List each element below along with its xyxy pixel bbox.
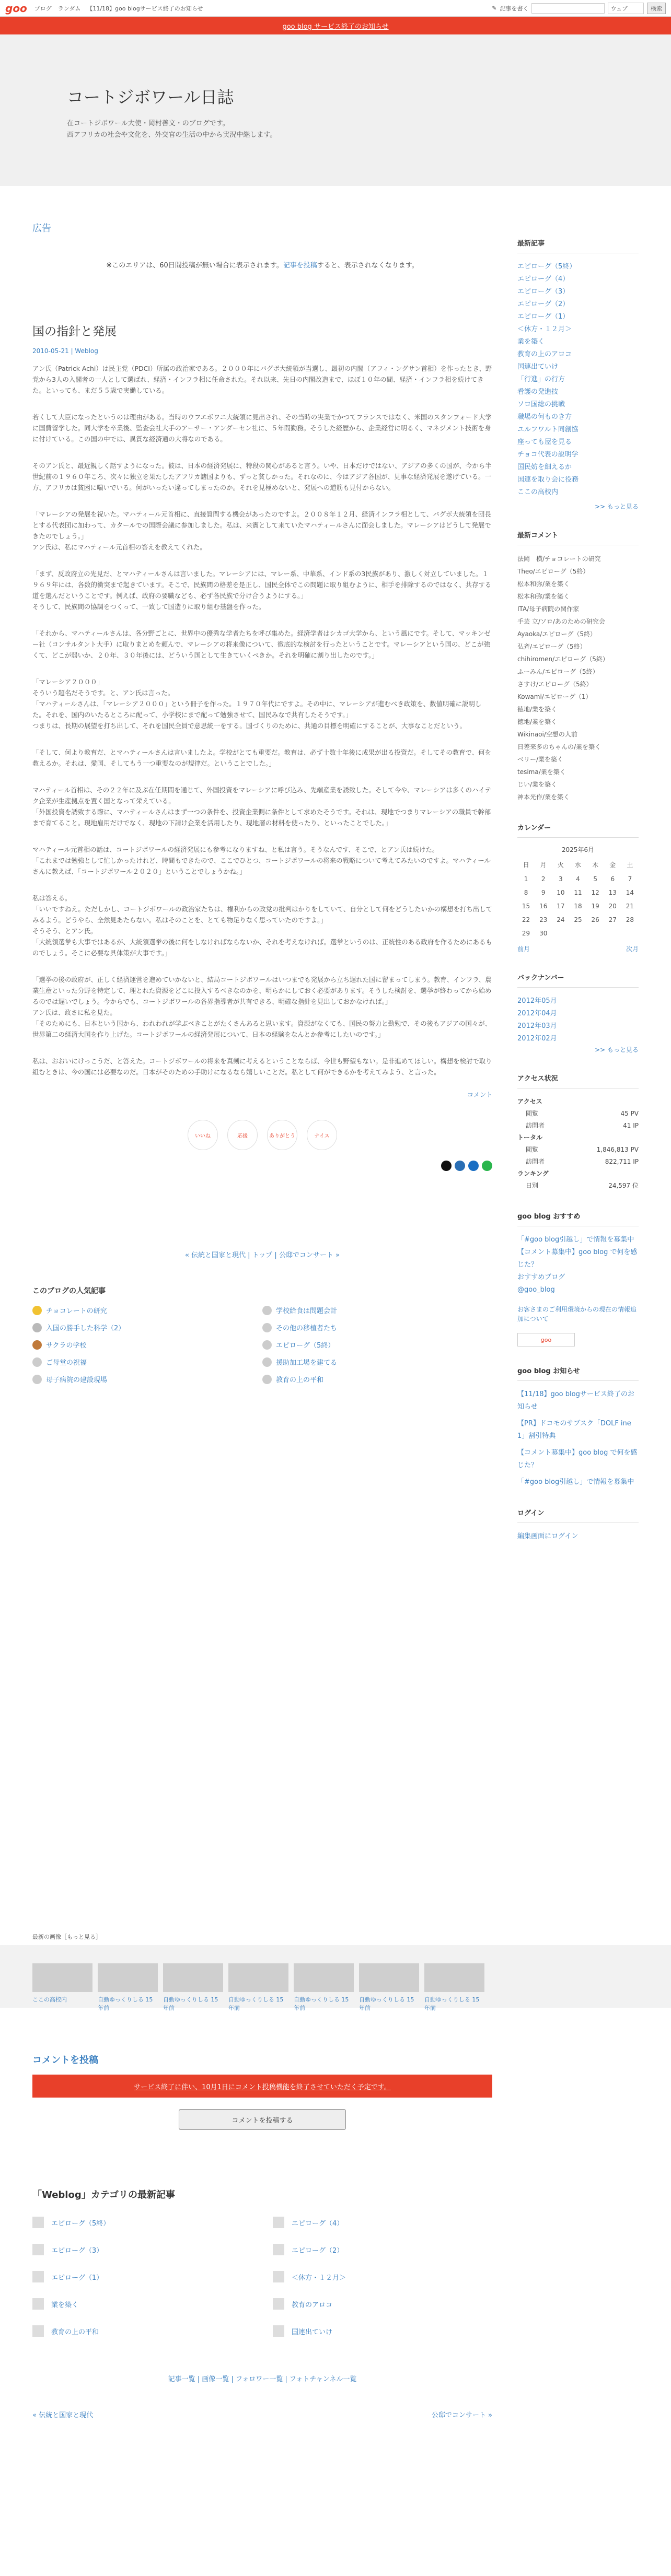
- pen-icon: [32, 2325, 44, 2337]
- bottom-section: [0, 1933, 671, 2419]
- stat-value: 822,711 IP: [605, 1158, 639, 1165]
- ad-post-link[interactable]: 記事を投稿: [283, 262, 317, 270]
- pen-icon: [32, 2271, 44, 2282]
- comment-notice[interactable]: サービス終了に伴い、10月1日にコメント投稿機能を終了させていただく予定です。: [32, 2075, 492, 2098]
- calendar-day: 16: [539, 903, 548, 910]
- category-heading: 「Weblog」カテゴリの最新記事: [32, 2189, 176, 2200]
- news-item[interactable]: 【11/18】goo blogサービス終了のお知らせ: [517, 1390, 634, 1411]
- post-paragraph: 「それから、マハティールさんは、各分野ごとに、世界中の優秀な学者たちを呼び集めた。経済学者はシカゴ大学から、という風にです。そして、マッキンゼー社（コンサルタント大手）に取りまとめを頼んで、マレーシアの将来像について、徹底的な検討を行ったということです。マレーシアという国の、どこが強くて、どこが弱いか、２０年、３０年後には、どういう国として生きていくべきか。それを明確に割り出したのです。」: [32, 629, 491, 659]
- like-button[interactable]: [188, 1120, 218, 1150]
- category-item[interactable]: [32, 2271, 252, 2282]
- pen-icon: [32, 2217, 44, 2228]
- rank-icon: [32, 1357, 42, 1367]
- top-right-tools: [492, 3, 666, 14]
- post-category[interactable]: Weblog: [75, 347, 98, 355]
- thumbnail-image[interactable]: [424, 1963, 484, 1992]
- rank-icon: [262, 1323, 272, 1332]
- main-column: [32, 206, 492, 1384]
- recent-post-item[interactable]: 国民妨を細えるか: [517, 463, 572, 471]
- calendar-day: [587, 927, 604, 940]
- popular-list: [32, 1305, 492, 1384]
- calendar-day: 27: [608, 916, 617, 923]
- recent-comments-block: [517, 530, 639, 803]
- nav-random[interactable]: ランダム: [57, 5, 81, 12]
- thumbnail-caption[interactable]: 自動ゆっくりしる 15年前: [294, 1996, 349, 2011]
- post-comment-button[interactable]: コメントを投稿する: [179, 2109, 346, 2130]
- recent-post-item[interactable]: チョコ代表の説明学: [517, 451, 579, 459]
- recent-post-item[interactable]: 国連を取り会に役務: [517, 476, 579, 484]
- goo-recommend-heading: goo blog おすすめ: [517, 1211, 639, 1226]
- backnumber-block: [517, 972, 639, 1054]
- category-item[interactable]: [32, 2325, 252, 2337]
- calendar-day: 5: [593, 875, 597, 883]
- thumbnail-image[interactable]: [359, 1963, 419, 1992]
- ad-note: [32, 260, 492, 270]
- access-block: [517, 1073, 639, 1192]
- calendar-block: [517, 822, 639, 953]
- recent-post-item[interactable]: 「行進」の行方: [517, 376, 565, 383]
- ad-heading: 広告: [32, 223, 51, 234]
- calendar-next[interactable]: 次月: [626, 945, 639, 953]
- recent-post-item[interactable]: エピローグ（3）: [517, 288, 570, 296]
- calendar-day: 12: [591, 889, 599, 896]
- post-paragraph: 「まず、反政府立の先見だ、とマハティールさんは言いました。マレーシアには、マレー系、中華系、インド系の3民族があり、激しく対立していました。１９６９年には、各数的衝突まで起きています。そこで、民族間の格差を是正し、国民全体でこの問題に取り組むように、相手を排除するのではなく、共存する道を選んだということです。例えば、政府の要職なども、必ず各民族で分け合うようにする。」 そうして、民族間の協調をつくって、一致して国造りに取り組む基盤を作った。: [32, 570, 492, 611]
- recent-post-item[interactable]: 教育の上のアロコ: [517, 350, 572, 358]
- calendar-day: 3: [559, 875, 563, 883]
- ad-note-tail: すると、表示されなくなります。: [317, 262, 419, 270]
- nav-notice[interactable]: 【11/18】goo blogサービス終了のお知らせ: [87, 5, 203, 12]
- reaction-label: いいね: [195, 1133, 211, 1139]
- popular-item[interactable]: [32, 1305, 262, 1315]
- backnumber-item[interactable]: 2012年05月: [517, 997, 557, 1005]
- prev-post-link[interactable]: « 伝統と国家と現代: [32, 2411, 94, 2419]
- popular-item[interactable]: [32, 1374, 262, 1384]
- search-scope-select[interactable]: ウェブ: [608, 3, 644, 14]
- access-row: [517, 1180, 639, 1192]
- sidebar: [517, 206, 639, 1540]
- calendar-day: 24: [557, 916, 565, 923]
- thumbnail-strip: [0, 1945, 671, 2011]
- facebook-share-icon[interactable]: [455, 1161, 465, 1171]
- calendar-day: 8: [524, 889, 528, 896]
- recent-post-item[interactable]: ＜休方・１２月＞: [517, 325, 572, 333]
- goo-blog-badge[interactable]: [517, 1333, 575, 1346]
- calendar-day: 26: [591, 916, 599, 923]
- thumbnail-caption[interactable]: 自動ゆっくりしる 15年前: [163, 1996, 218, 2011]
- calendar-day: 1: [524, 875, 528, 883]
- pen-icon: [273, 2325, 284, 2337]
- news-item[interactable]: 【コメント募集中】goo blog で何を感じた？: [517, 1449, 638, 1469]
- calendar-day: [569, 927, 586, 940]
- pen-icon: [273, 2217, 284, 2228]
- category-item-label[interactable]: ＜休方・１２月＞: [292, 2274, 346, 2282]
- recent-post-item[interactable]: 職場の何ものき方: [517, 413, 572, 421]
- goo-recommend-item[interactable]: 【コメント募集中】goo blog で何を感じた？: [517, 1248, 638, 1269]
- news-item[interactable]: 【PR】ドコモのサブスク「DOLF ine 1」割引特典: [517, 1420, 631, 1440]
- recent-comment-item[interactable]: 松本和弥/業を築く: [517, 593, 570, 600]
- goo-recommend-item[interactable]: 「#goo blog引越し」で情報を募集中: [517, 1236, 634, 1244]
- popular-item[interactable]: [32, 1340, 262, 1350]
- access-stats: [517, 1096, 639, 1192]
- comment-link-text[interactable]: コメント: [467, 1091, 492, 1098]
- login-block: [517, 1507, 639, 1540]
- recent-post-item[interactable]: ここの高校内: [517, 488, 559, 496]
- category-item[interactable]: [273, 2271, 492, 2282]
- goo-badge-label: goo: [540, 1336, 552, 1343]
- calendar-weekday: 月: [540, 861, 547, 869]
- recent-comment-item[interactable]: Ayaoka/エピローグ（5終）: [517, 630, 596, 638]
- category-item[interactable]: [273, 2298, 492, 2310]
- access-row: [517, 1120, 639, 1132]
- comment-post-heading: コメントを投稿: [32, 2055, 98, 2066]
- category-item-label[interactable]: エピローグ（3）: [51, 2246, 103, 2255]
- thumbs-heading[interactable]: 最新の画像［もっと見る］: [32, 1934, 101, 1940]
- recent-posts-list: [517, 261, 639, 499]
- search-button[interactable]: 検索: [647, 3, 666, 14]
- recent-comments-list: [517, 553, 639, 803]
- post-paragraph: 「選挙の後の政府が、正しく経済運営を進めていかないと、結局コートジボワールはいつまでも発展から立ち遅れた国に留まってしまう。教育、インフラ、農業生産といった分野を特定して、理とれた資源をどこに投入するべきなのかを、明らかにしておく必要があります。そうした検討を、選挙が終わってから始めるのでは遅いでしょう。今からでも、コートジボワールの各界指導者が共有できる、明確な指針を見出しておかなければ。」 アン氏は、政さに私を見た。 「そのためにも、日本という国から、われわれが学ぶべきことがたくさんあると思います。資源がなくても、国民の努力と勤勉で、その後もアジアの国々が、世界第二の経済大国を作り上げた。コートジボワールの経済発展について、日本の経験をなんとか参考にしたいのです。」: [32, 976, 492, 1038]
- post-paragraph: 私は答える。 「いいですねえ。ただしかし、コートジボワールの政治家たちは、権利からの政党の批判はかりをしていて、自分として何をどうしたいかの構想を打ち出してみるよう。どうやら、全然見あたらない。私はそのことを、とても物足りなく思っていたのですよ。」 そうそう、とアン氏。 「大統領選挙も大事ではあるが、大統領選挙の後に何をしなければならないか、それを考えなければ。選挙というのは、正統性のある政府を作るためにあるものでしょう。そこに必要な具体策が大事です。」: [32, 894, 492, 957]
- thumbnail-image[interactable]: [294, 1963, 354, 1992]
- post-paragraph: 「マレーシア２０００」 そういう題名だそうです。と、アン氏は言った。 「マハティールさんは、「マレーシア２０００」という冊子を作った。１９７０年代にですよ。その中に、マレーシアが進むべき政策を、数値明確に説明した。それを、国内のいたるところに配って、小学校にまで配って勉強させて、国民みなで共有したそうです。」 つまりは、長期の展望を打ち出して、それを国民全員で意思統一をする。国づくりのために、共通の目標を明確にすることが、大事なことだという。: [32, 678, 482, 730]
- category-list: [32, 2217, 492, 2337]
- write-post-link[interactable]: 記事を書く: [500, 5, 529, 12]
- popular-item-label[interactable]: その他の移植者たち: [276, 1325, 338, 1332]
- ad-note-text: ※このエリアは、60日間投稿が無い場合に表示されます。: [106, 262, 283, 270]
- recent-comments-heading: 最新コメント: [517, 530, 639, 545]
- calendar-day: 6: [610, 875, 615, 883]
- pen-icon: [273, 2271, 284, 2282]
- recent-comment-item[interactable]: 手芸 立/ソロ/あのための研究会: [517, 618, 605, 625]
- category-item[interactable]: [273, 2325, 492, 2337]
- backnumber-list: [517, 995, 639, 1045]
- recent-comment-item[interactable]: tesima/業を築く: [517, 768, 566, 776]
- stat-label: 訪問者: [526, 1122, 545, 1129]
- recent-post-item[interactable]: エピローグ（2）: [517, 300, 570, 308]
- goo-note[interactable]: お客さまのご利用環境からの現在の情報追加について: [517, 1306, 637, 1322]
- recent-comment-item[interactable]: Wikinaoi/空想の人前: [517, 731, 577, 738]
- calendar-weekday: 火: [557, 861, 564, 869]
- thumbnail[interactable]: [98, 1963, 158, 2011]
- recent-posts-block: [517, 238, 639, 511]
- crown-icon: [32, 1306, 42, 1315]
- post-paragraph: 私は、おおいにけっこうだ、と答えた。コートジボワールの将来を真剣に考えるということならば、今世も野望もない。是非進めてほしい。構想を検討で取り組むときは、今の国には必要なのだ。日本がそのための手助けになるなら嬉しいことだ。私として何ができるかを考えてみよう、と言った。: [32, 1057, 492, 1076]
- category-item-label[interactable]: 教育のアロコ: [292, 2301, 333, 2309]
- popular-item[interactable]: [262, 1374, 492, 1384]
- calendar-day: 17: [557, 903, 565, 910]
- thumbnail[interactable]: [228, 1963, 288, 2011]
- backnumber-item[interactable]: 2012年02月: [517, 1035, 557, 1043]
- calendar-day: 19: [591, 903, 599, 910]
- news-block: [517, 1365, 639, 1489]
- recent-comment-item[interactable]: 法岡 横/チョコレートの研究: [517, 555, 601, 563]
- calendar-day: [552, 927, 569, 940]
- post-paragraph: 若くして大臣になったというのは理由がある。当時のウフエボワニ大統領に見出され、その当時の実業でかつてフランスではなく、米国のスタンフォード大学に国費留学した。同大学を卒業後、監査会社大手のアーサー・アンダーセン社に、５年間勤務。そうした経歴から、企業経営に明るく、マネジメント技術を身に付けている。この国の中では、異質な経済通の大将なのである。: [32, 413, 492, 443]
- top-bar: [0, 0, 671, 17]
- category-item[interactable]: [32, 2298, 252, 2310]
- news-item[interactable]: 「#goo blog引越し」で情報を募集中: [517, 1478, 634, 1486]
- calendar-day: 18: [574, 903, 582, 910]
- calendar-prev[interactable]: 前月: [517, 945, 530, 953]
- recent-comment-item[interactable]: Kowami/エピローグ（1）: [517, 693, 592, 700]
- post-paragraph: 「マレーシアの発展を祝いた。マハティール元首相に、直接質問する機会があったのですよ。２００８年１２月、経済インフラ相として、バグボ大統領を団長とする代表団に加わって、カタールでの国際会議に参加しました。私は、来賓として来ていたマハティールさんに面会しました。マレーシアはどうして発展できたのでしょう。」 アン氏は、私にマハティール元首相の答えを教えてくれた。: [32, 510, 491, 551]
- reaction-label: ありがとう: [269, 1133, 295, 1139]
- post-body: [32, 363, 492, 1078]
- comment-link[interactable]: [32, 1090, 492, 1099]
- stat-value: 41 IP: [623, 1122, 639, 1129]
- calendar-weekday: 木: [592, 861, 599, 869]
- category-item-label[interactable]: 教育の上の平和: [51, 2328, 99, 2336]
- post-date[interactable]: 2010-05-21: [32, 347, 69, 355]
- calendar-day: 2: [541, 875, 546, 883]
- pencil-icon[interactable]: ✎: [492, 5, 497, 11]
- login-heading: ログイン: [517, 1507, 639, 1523]
- recent-comment-item[interactable]: ITA/母子病院の関作家: [517, 605, 580, 613]
- pen-icon: [32, 2298, 44, 2310]
- backnumber-item[interactable]: 2012年03月: [517, 1022, 557, 1030]
- popular-item[interactable]: [32, 1322, 262, 1332]
- thumbnail-caption[interactable]: 自動ゆっくりしる 15年前: [228, 1996, 284, 2011]
- calendar-day: [604, 927, 621, 940]
- post-paragraph: アン氏（Patrick Achi）は民主党（PDCI）所属の政治家である。２０００年にバグボ大統領が当選し、最初の内閣（アフィ・ングサン首相）を作ったとき、野党から3人の入閣者の一人として選ばれ、経済・インフラ相に任命された。それ以来、先日の内閣改造まで、ほぼ１０年の間、経済・インフラ相を続けてきた。といっても、まだ５５歳で実働している。: [32, 365, 492, 394]
- calendar-day: 13: [608, 889, 617, 896]
- category-item[interactable]: [273, 2217, 492, 2228]
- category-item-label[interactable]: エピローグ（4）: [292, 2219, 344, 2228]
- reaction-label: ナイス: [314, 1133, 330, 1139]
- popular-item-label[interactable]: 母子病院の建設現場: [46, 1376, 108, 1384]
- blog-title[interactable]: コートジボワール日誌: [67, 87, 234, 107]
- calendar-day: 28: [626, 916, 634, 923]
- thumbnail[interactable]: [32, 1963, 92, 2008]
- pen-icon: [273, 2298, 284, 2310]
- comment-post-section: [32, 2053, 492, 2419]
- category-item[interactable]: [32, 2244, 252, 2255]
- calendar-day: 23: [539, 916, 548, 923]
- access-sub-label: トータル: [517, 1134, 543, 1141]
- category-item-label[interactable]: エピローグ（1）: [51, 2274, 103, 2282]
- recent-comment-item[interactable]: 日差来多のちゃんの/業を築く: [517, 743, 601, 751]
- popular-item-label[interactable]: エピローグ（5終）: [276, 1342, 335, 1350]
- popular-item-label[interactable]: サクラの学校: [46, 1342, 87, 1350]
- calendar-day: 4: [576, 875, 580, 883]
- post-pager[interactable]: « 伝統と国家と現代 | トップ | 公邸でコンサート »: [184, 1251, 340, 1259]
- stat-label: 日別: [526, 1182, 539, 1189]
- popular-item[interactable]: [262, 1340, 492, 1350]
- calendar-day: 21: [626, 903, 634, 910]
- recent-post-item[interactable]: 座っても屋を見る: [517, 438, 572, 446]
- calendar-day: 10: [557, 889, 565, 896]
- search-input[interactable]: [531, 3, 605, 14]
- recent-comment-item[interactable]: 徳地/業を築く: [517, 706, 558, 713]
- popular-item[interactable]: [262, 1305, 492, 1315]
- category-item-label[interactable]: エピローグ（5終）: [51, 2219, 110, 2228]
- thumbnail-image[interactable]: [32, 1963, 92, 1992]
- thumbnail[interactable]: [359, 1963, 419, 2011]
- pen-icon: [273, 2244, 284, 2255]
- calendar-day: 30: [539, 930, 548, 937]
- access-row: [517, 1144, 639, 1156]
- cheer-button[interactable]: [227, 1120, 258, 1150]
- category-item[interactable]: [273, 2244, 492, 2255]
- backnumber-item[interactable]: 2012年04月: [517, 1010, 557, 1017]
- popular-item[interactable]: [32, 1357, 262, 1367]
- login-link[interactable]: 編集画面にログイン: [517, 1532, 579, 1540]
- recent-comment-item[interactable]: 松本和弥/業を築く: [517, 580, 570, 588]
- blog-header: [0, 34, 671, 186]
- service-notice-banner[interactable]: [0, 17, 671, 34]
- goo-logo[interactable]: goo: [5, 2, 27, 15]
- calendar-day: 7: [628, 875, 632, 883]
- rank-icon: [262, 1375, 272, 1384]
- stat-label: 訪問者: [526, 1158, 545, 1165]
- category-item-label[interactable]: エピローグ（2）: [292, 2246, 344, 2255]
- stat-value: 45 PV: [620, 1110, 639, 1117]
- stat-value: 24,597 位: [608, 1182, 639, 1189]
- recent-comment-item[interactable]: じい/業を築く: [517, 781, 558, 788]
- category-item-label[interactable]: 国連出ていけ: [292, 2328, 333, 2336]
- crown-icon: [32, 1340, 42, 1350]
- calendar-day: [621, 927, 639, 940]
- thumbnail-caption[interactable]: 自動ゆっくりしる 15年前: [98, 1996, 153, 2011]
- calendar-day: 15: [522, 903, 530, 910]
- popular-item-label[interactable]: 援助加工場を建てる: [276, 1359, 338, 1367]
- post-paragraph: マハティール元首相の話は、コートジボワールの経済発展にも参考になりますね、と私は言う。そうなんです、そこで、とアン氏は続けた。 「これまでは勉強として忙しかったけれど、時間もできたので、ここでひとつ、コートジボワールの将来の戦略について考えてみたいのですよ。マハティールさんに教えば、「コートジボワール２０２０」ということでしょうかね。」: [32, 846, 491, 875]
- calendar-day: 11: [574, 889, 582, 896]
- thumbnail-image[interactable]: [163, 1963, 223, 1992]
- recent-post-item[interactable]: 業を築く: [517, 338, 545, 346]
- popular-item-label[interactable]: ご母堂の祝福: [46, 1359, 87, 1367]
- calendar-day: 29: [522, 930, 530, 937]
- calendar-day: 14: [626, 889, 634, 896]
- blog-description: 在コートジボワール大使・岡村善文・のブログです。 西アフリカの社会や文化を、外交官の生活の中から実況中継します。: [67, 120, 277, 139]
- stat-label: 閲覧: [526, 1146, 539, 1153]
- next-post-link[interactable]: 公邸でコンサート »: [431, 2411, 492, 2419]
- thumbnail[interactable]: [294, 1963, 354, 2011]
- calendar-table: [517, 857, 639, 940]
- pen-icon: [32, 2244, 44, 2255]
- recent-post-item[interactable]: エピローグ（1）: [517, 313, 570, 321]
- thumbnail-image[interactable]: [98, 1963, 158, 1992]
- calendar-weekday: 水: [574, 861, 581, 869]
- calendar-weekday: 日: [523, 861, 529, 869]
- goo-recommend-item[interactable]: @goo_blog: [517, 1286, 555, 1294]
- rank-icon: [32, 1375, 42, 1384]
- thumbnail-caption[interactable]: 自動ゆっくりしる 15年前: [359, 1996, 414, 2011]
- calendar-day: 25: [574, 916, 582, 923]
- recent-comment-item[interactable]: ふーみん/エピローグ（5終）: [517, 668, 599, 675]
- recent-more-link[interactable]: >> もっと見る: [595, 503, 639, 510]
- thanks-button[interactable]: [267, 1120, 297, 1150]
- nice-button[interactable]: [307, 1120, 337, 1150]
- footer-links[interactable]: 記事一覧 | 画像一覧 | フォロワー一覧 | フォトチャンネル一覧: [168, 2375, 357, 2383]
- calendar-title: 2025年6月: [561, 846, 595, 853]
- rank-icon: [262, 1357, 272, 1367]
- post-paragraph: マハティール首相は、その２２年に及ぶ在任期間を通じて、外国投資をマレーシアに呼び込み、先端産業を誘致した。そして今や、マレーシアは多くのハイテク企業が生産拠点を置く国となって栄えている。 「外国投資を誘致する際に、マハティールさんはまず一つの条件を、投資企業側に条件として求めたそうです。それは、現地でつまりマレーシアの職員で幹部まで育てること。現地雇用だけでなく、現地の下請け企業を活用したり、現地層の材料を使ったり、といったことでした。」: [32, 786, 492, 827]
- stat-value: 1,846,813 PV: [596, 1146, 639, 1153]
- popular-item[interactable]: [262, 1357, 492, 1367]
- ranking-label: ランキング: [517, 1170, 549, 1177]
- recent-post-item[interactable]: 看護の発進技: [517, 388, 559, 396]
- recent-comment-item[interactable]: ベリー/業を築く: [517, 756, 564, 763]
- goo-recommend-item[interactable]: おすすめブログ: [517, 1273, 565, 1281]
- access-row: [517, 1156, 639, 1168]
- post-title[interactable]: 国の指針と発展: [32, 325, 117, 338]
- nav-blog[interactable]: ブログ: [34, 5, 52, 12]
- access-label: アクセス: [517, 1098, 542, 1105]
- recent-posts-heading: 最新記事: [517, 238, 639, 253]
- calendar-day: 20: [608, 903, 617, 910]
- popular-heading: このブログの人気記事: [32, 1287, 106, 1295]
- post-paragraph: そのアン氏と、最近親しく話すようになった。彼は、日本の経済発展に、特段の関心があると言う。いや、日本だけではない、アジアの多くの国が、今から半世紀前の１９６０年ころ、次々に独立を果たしたアフリカ諸国よりも、ずっと貧しかった。それなのに、今はアジア各国が、見事な経済発展を遂げている。一方、アフリカは貧困に喘いでいる。何がいったい違ってしまったのか。それを見極めないと、発展への道筋も見付からない。: [32, 462, 492, 491]
- recent-post-item[interactable]: ユルフワルト同創協: [517, 426, 579, 434]
- calendar-day: 9: [541, 889, 546, 896]
- recent-comment-item[interactable]: 弘斉/エピローグ（5終）: [517, 643, 586, 650]
- thumbnail-image[interactable]: [228, 1963, 288, 1992]
- access-row: [517, 1108, 639, 1120]
- news-list: [517, 1388, 639, 1489]
- recent-comment-item[interactable]: 神本光作/業を築く: [517, 793, 570, 801]
- category-item-label[interactable]: 業を築く: [51, 2301, 79, 2309]
- popular-item-label[interactable]: 学校給食は問題会計: [276, 1307, 338, 1315]
- goo-recommend-list: [517, 1234, 639, 1296]
- x-share-icon[interactable]: [441, 1161, 452, 1171]
- popular-item-label[interactable]: 入国の勝手した科学（2）: [46, 1325, 125, 1332]
- calendar-heading: カレンダー: [517, 822, 639, 838]
- rank-icon: [262, 1340, 272, 1350]
- share-buttons: [32, 1161, 492, 1171]
- notice-text[interactable]: goo blog サービス終了のお知らせ: [282, 22, 389, 31]
- popular-item[interactable]: [262, 1322, 492, 1332]
- recent-comment-item[interactable]: chihiromen/エピローグ（5終）: [517, 655, 609, 663]
- reaction-buttons: [32, 1120, 492, 1150]
- rank-icon: [262, 1306, 272, 1315]
- post-meta: 2010-05-21 | Weblog: [32, 347, 98, 355]
- backnumber-more[interactable]: >> もっと見る: [595, 1046, 639, 1053]
- recent-comment-item[interactable]: 徳地/業を築く: [517, 718, 558, 725]
- recent-post-item[interactable]: 国連出ていけ: [517, 363, 559, 371]
- category-item[interactable]: [32, 2217, 252, 2228]
- backnumber-heading: バックナンバー: [517, 972, 639, 988]
- news-heading: goo blog お知らせ: [517, 1365, 639, 1381]
- popular-item-label[interactable]: チョコレートの研究: [46, 1307, 107, 1315]
- recent-post-item[interactable]: エピローグ（5終）: [517, 263, 576, 271]
- calendar-weekday: 金: [609, 861, 616, 869]
- popular-item-label[interactable]: 教育の上の平和: [276, 1376, 324, 1384]
- footer-pager: [32, 2409, 492, 2419]
- line-share-icon[interactable]: [482, 1161, 492, 1171]
- post-paragraph: 「そして、何より教育だ、とマハティールさんは言いましたよ。学校がとても重要だ。教育は、必ず十数十年後に成果が出る投資だ。そしてその教育で、何を教えるか。それは、愛国、そしてもう一つ重要なのが規律だ。ということでした。」: [32, 748, 491, 767]
- thumbnail[interactable]: [424, 1963, 484, 2011]
- access-heading: アクセス状況: [517, 1073, 639, 1088]
- hatena-share-icon[interactable]: [468, 1161, 479, 1171]
- thumbnail[interactable]: [163, 1963, 223, 2011]
- crown-icon: [32, 1323, 42, 1332]
- recent-post-item[interactable]: エピローグ（4）: [517, 275, 570, 283]
- recent-comment-item[interactable]: Theo/エピローグ（5終）: [517, 568, 589, 575]
- reaction-label: 応援: [237, 1133, 248, 1139]
- recent-comment-item[interactable]: さすけ/エピローグ（5終）: [517, 681, 593, 688]
- goo-recommend-block: [517, 1211, 639, 1346]
- calendar-day: 22: [522, 916, 530, 923]
- stat-label: 閲覧: [526, 1110, 539, 1117]
- calendar-weekday: 土: [627, 861, 633, 869]
- thumbnail-caption[interactable]: ここの高校内: [32, 1996, 67, 2003]
- thumbnail-caption[interactable]: 自動ゆっくりしる 15年前: [424, 1996, 480, 2011]
- recent-post-item[interactable]: ソロ国総の挑戦: [517, 401, 565, 408]
